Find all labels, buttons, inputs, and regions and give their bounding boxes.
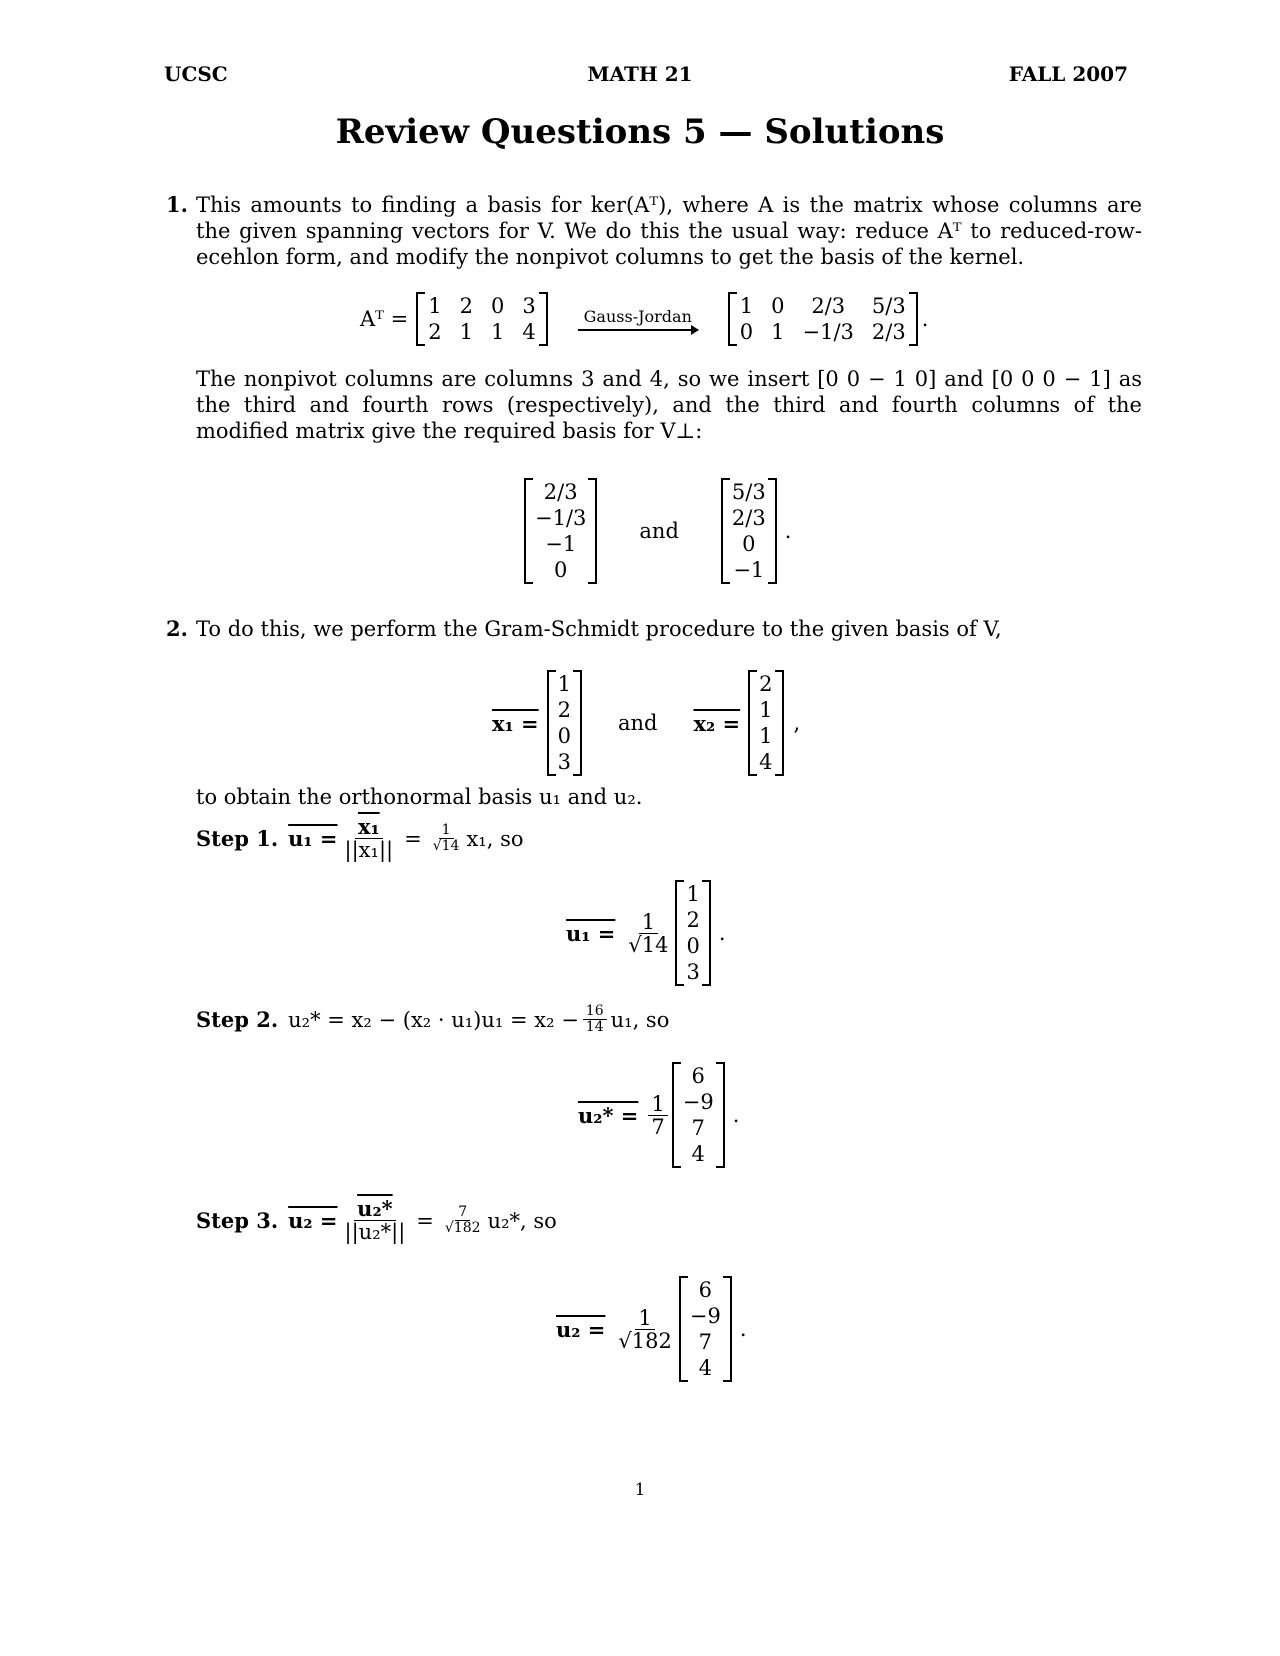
vector-entry: 2/3 [731, 506, 766, 530]
vector-entry: 2/3 [543, 480, 578, 504]
vector-entry: 2 [557, 698, 571, 722]
vector-entry: 0 [557, 724, 571, 748]
q2-intro: To do this, we perform the Gram-Schmidt procedure to the given basis of V, [196, 617, 1002, 641]
step3-tail: u₂*, so [487, 1208, 557, 1233]
step1-result-fraction: $\frac{1}{√14}$ [628, 909, 669, 957]
vector-entry: 1 [759, 724, 773, 748]
q2-basis [492, 670, 800, 776]
step3-label: Step 3. [196, 1208, 279, 1233]
step3-fraction: $\frac{\text{u₂*}}{\text{||u₂*||}}$ [344, 1196, 406, 1244]
vector-entry: 3 [557, 750, 571, 774]
step1-tail: x₁, so [466, 826, 524, 851]
q1-lhs-label: Aᵀ = [360, 307, 409, 331]
q2-comma: , [793, 711, 801, 735]
basis-vector-2 [721, 478, 777, 584]
vector-entry: 0 [554, 558, 568, 582]
vector-entry: 2 [686, 908, 700, 932]
header-left: UCSC [164, 62, 228, 86]
step2-small-fraction: $\frac{16}{14}$ [583, 1004, 607, 1035]
vector-entry: −1/3 [535, 506, 587, 530]
vector-entry: 1 [686, 882, 700, 906]
step3-small-fraction: $\frac{7}{√182}$ [444, 1204, 481, 1236]
step1-lhs: u₁ = [288, 826, 338, 851]
matrix-entry: 2 [428, 320, 442, 344]
matrix-entry: 1 [491, 320, 505, 344]
q1-number: 1. [166, 192, 188, 217]
arrow-icon [578, 329, 698, 331]
matrix-entry: 1 [459, 320, 474, 344]
step2-expr: u₂* = x₂ − (x₂ · u₁)u₁ = x₂ − [288, 1007, 579, 1032]
vector-entry: 6 [698, 1278, 713, 1302]
q2-obtain: to obtain the orthonormal basis u₁ and u₂. [196, 785, 643, 809]
matrix-entry: 1 [771, 320, 785, 344]
vector-entry: −9 [682, 1090, 714, 1114]
x1-label: x₁ = [492, 710, 539, 736]
matrix-entry: 2/3 [811, 294, 846, 318]
q1-and: and [639, 519, 679, 543]
vector-u2 [679, 1276, 732, 1382]
vector-entry: 4 [759, 750, 773, 774]
page-title: Review Questions 5 — Solutions [335, 112, 945, 152]
matrix-entry: 1 [739, 294, 754, 318]
vector-entry: 3 [686, 960, 700, 984]
vector-entry: 6 [691, 1064, 705, 1088]
vector-entry: 1 [557, 672, 571, 696]
matrix-entry: 4 [522, 320, 536, 344]
matrix-entry: 2/3 [871, 320, 906, 344]
matrix-entry: 5/3 [871, 294, 906, 318]
matrix-rref [728, 292, 918, 346]
q1-reduction [360, 292, 928, 346]
step1-line: Step 1. u₁ = $\frac{\text{x₁}}{\text{||x₁||}}$ = $\frac{1}{√14}$ x₁, so [196, 814, 524, 862]
q1-period: . [921, 307, 929, 331]
matrix-entry: 0 [491, 294, 505, 318]
step2-label: Step 2. [196, 1007, 279, 1032]
matrix-entry: 0 [739, 320, 754, 344]
vector-entry: 5/3 [731, 480, 766, 504]
matrix-entry: 2 [459, 294, 474, 318]
arrow-label: Gauss-Jordan [583, 307, 692, 327]
q1-basis: 2/3 −1/3 −1 0 and 5/3 2/3 0 −1 . [524, 478, 791, 584]
vector-entry: 0 [686, 934, 700, 958]
step1-small-fraction: $\frac{1}{√14}$ [432, 822, 460, 854]
step2-result: u₂* = $\frac{1}{7}$ 6 −9 7 4 . [578, 1064, 740, 1166]
step2-tail: u₁, so [610, 1007, 670, 1032]
vector-x2 [748, 670, 783, 776]
step1-result: u₁ = $\frac{1}{√14}$ 1 2 0 3 . [566, 882, 726, 984]
step3-line: Step 3. u₂ = $\frac{\text{u₂*}}{\text{||u₂*||}}$ = $\frac{7}{√182}$ u₂*, so [196, 1196, 557, 1244]
vector-entry: −1 [545, 532, 577, 556]
matrix-entry: −1/3 [802, 320, 854, 344]
vector-entry: 4 [698, 1356, 713, 1380]
vector-entry: −9 [689, 1304, 721, 1328]
basis-vector-1 [524, 478, 597, 584]
header-center: MATH 21 [587, 62, 693, 86]
gauss-jordan-arrow [578, 307, 698, 331]
step2-line [196, 1004, 669, 1035]
step3-lhs: u₂ = [288, 1208, 338, 1233]
q1-middle: The nonpivot columns are columns 3 and 4, so we insert [0 0 − 1 0] and [0 0 0 − 1] as the third and fourth rows (respectively), and the third and fourth columns of the modified matrix give the required basis for V⊥: [196, 367, 1142, 443]
q1-intro: This amounts to finding a basis for ker(Aᵀ), where A is the matrix whose columns are the given spanning vectors for V. We do this the usual way: reduce Aᵀ to reduced-row-ecehlon form, and modify the nonpivot columns to get the basis of the kernel. [196, 193, 1142, 269]
step3-result: u₂ = $\frac{1}{√182}$ 6 −9 7 4 . [556, 1278, 747, 1380]
vector-u1 [675, 880, 710, 986]
x2-label: x₂ = [693, 710, 741, 736]
vector-entry: 7 [691, 1116, 705, 1140]
vector-entry: 1 [759, 698, 773, 722]
header-right: FALL 2007 [1008, 62, 1128, 86]
vector-entry: 2 [759, 672, 773, 696]
vector-entry: 7 [698, 1330, 713, 1354]
vector-entry: 0 [742, 532, 756, 556]
step1-fraction: $\frac{\text{x₁}}{\text{||x₁||}}$ [344, 814, 394, 862]
q2-number: 2. [166, 616, 188, 641]
vector-u2-star [672, 1062, 725, 1168]
matrix-entry: 1 [428, 294, 442, 318]
step1-label: Step 1. [196, 826, 279, 851]
matrix-entry: 0 [771, 294, 785, 318]
vector-entry: 4 [691, 1142, 705, 1166]
page-number: 1 [634, 1480, 646, 1500]
matrix-entry: 3 [522, 294, 536, 318]
matrix-a-transpose [416, 292, 548, 346]
step3-result-fraction: $\frac{1}{√182}$ [618, 1305, 672, 1353]
step2-result-fraction: $\frac{1}{7}$ [648, 1093, 667, 1138]
vector-x1 [547, 670, 582, 776]
q2-and: and [618, 711, 658, 735]
vector-entry: −1 [733, 558, 765, 582]
